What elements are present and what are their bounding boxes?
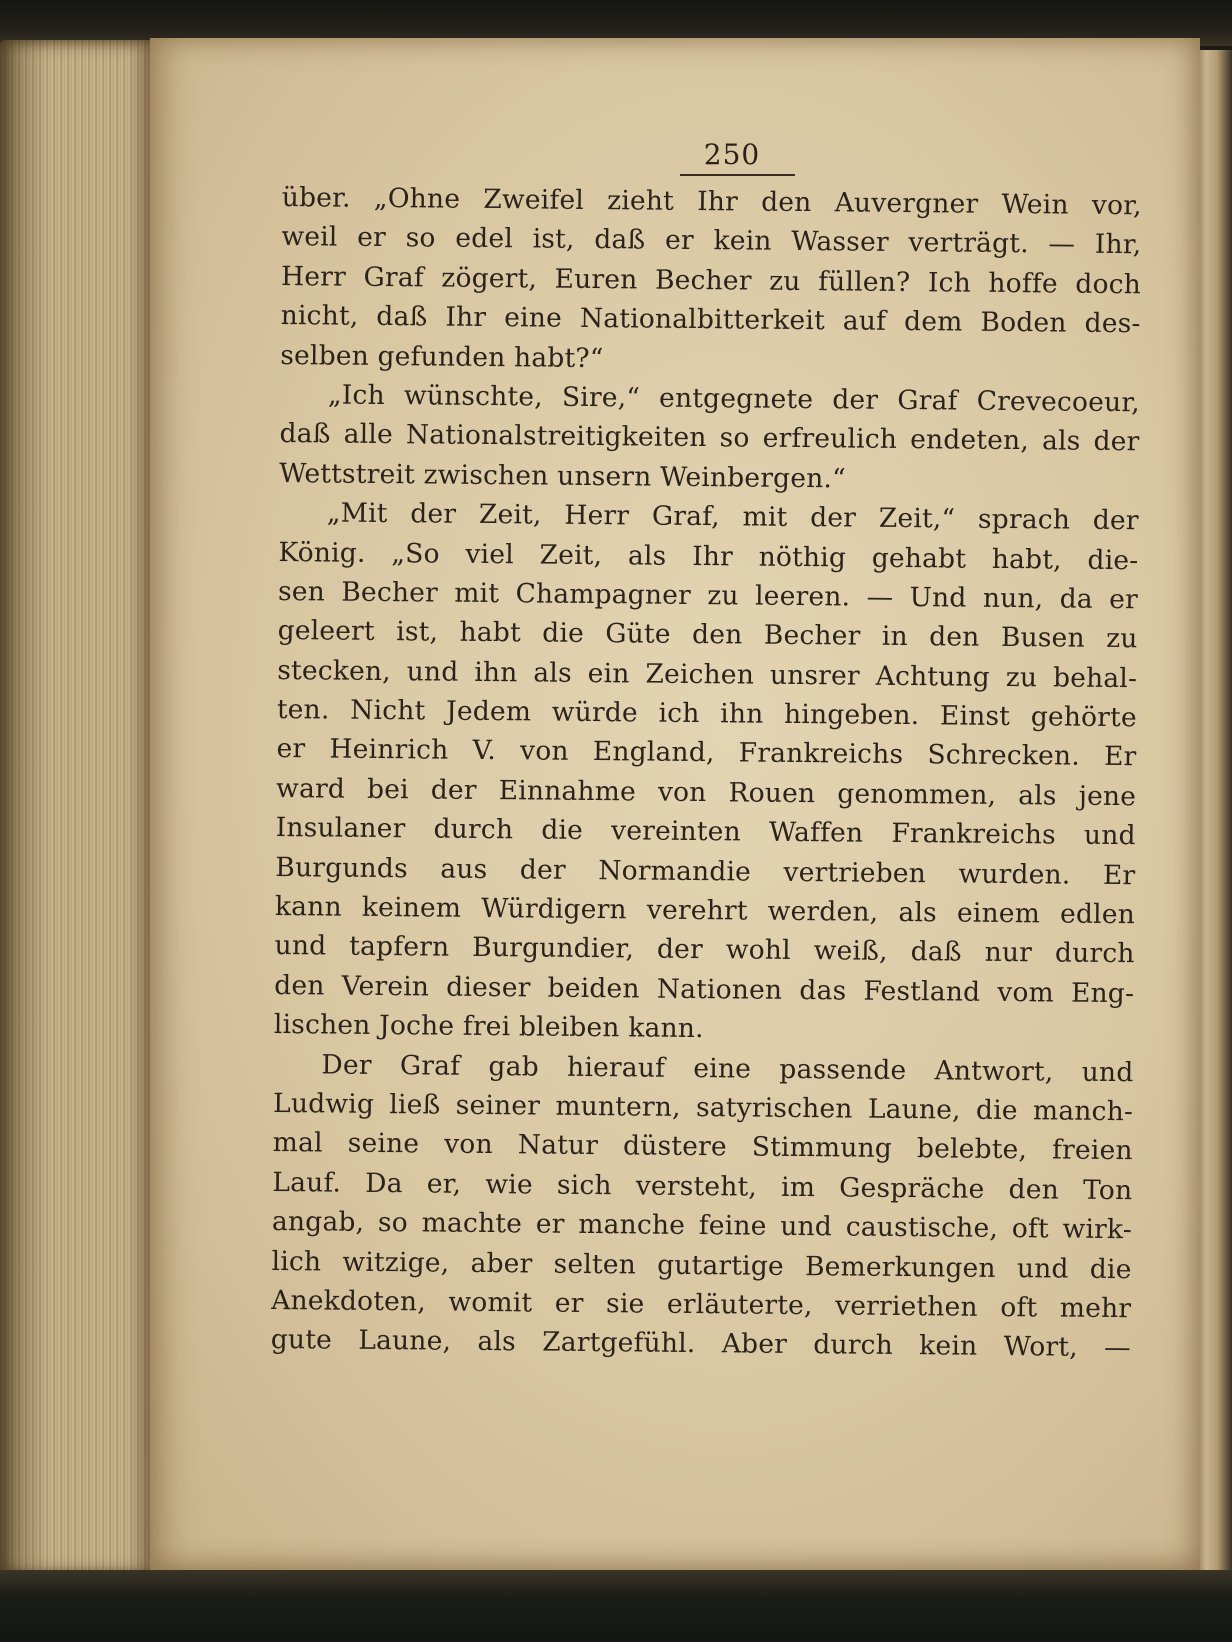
text-line: weil er so edel ist, daß er kein Wasser verträgt. — Ihr, (281, 221, 1142, 261)
text-line: über. „Ohne Zweifel zieht Ihr den Auvergner Wein vor, (281, 181, 1142, 222)
text-line: Lauf. Da er, wie sich versteht, im Gespräche den Ton (272, 1166, 1133, 1206)
text-line: selben gefunden habt?“ (280, 339, 604, 374)
text-line: geleert ist, habt die Güte den Becher in den Busen zu (277, 615, 1138, 655)
text-line: „Mit der Zeit, Herr Graf, mit der Zeit,“ sprach der (326, 497, 1139, 537)
book-page-edges (0, 40, 160, 1575)
text-line: mal seine von Natur düstere Stimmung belebte, freien (272, 1127, 1133, 1167)
text-line: sen Becher mit Champagner zu leeren. — Und nun, da er (277, 575, 1139, 616)
text-line: Der Graf gab hierauf eine passende Antwort, und (321, 1049, 1134, 1088)
body-text (271, 178, 1142, 1368)
text-line: nicht, daß Ihr eine Nationalbitterkeit auf dem Boden des- (280, 300, 1141, 340)
text-line: ten. Nicht Jedem würde ich ihn hingeben. Einst gehörte (276, 694, 1138, 734)
text-line: König. „So viel Zeit, als Ihr nöthig gehabt habt, die- (278, 536, 1139, 576)
text-line: Herr Graf zögert, Euren Becher zu füllen? Ich hoffe doch (280, 260, 1142, 301)
facing-page-edge (1195, 50, 1232, 1570)
text-line: „Ich wünschte, Sire,“ entgegnete der Graf Crevecoeur, (327, 379, 1141, 419)
text-line: gute Laune, als Zartgefühl. Aber durch kein Wort, — (270, 1324, 1131, 1364)
text-line: stecken, und ihn als ein Zeichen unsrer Achtung zu behal- (277, 654, 1138, 694)
text-line: Ludwig ließ seiner muntern, satyrischen Laune, die manch- (272, 1087, 1134, 1128)
text-line: Burgunds aus der Normandie vertrieben wurden. Er (275, 851, 1136, 891)
text-line: er Heinrich V. von England, Frankreichs Schrecken. Er (276, 733, 1137, 773)
page-number: 250 (703, 138, 761, 171)
scan-background-bottom (0, 1570, 1232, 1642)
text-line: den Verein dieser beiden Nationen das Festland vom Eng- (274, 969, 1135, 1010)
text-line: lich witzige, aber selten gutartige Bemerkungen und die (271, 1245, 1132, 1285)
text-line: kann keinem Würdigern verehrt werden, als einem edlen (274, 890, 1136, 931)
text-line: und tapfern Burgundier, der wohl weiß, daß nur durch (274, 930, 1135, 970)
text-line: Wettstreit zwischen unsern Weinbergen.“ (279, 457, 846, 495)
text-line: angab, so machte er manche feine und caustische, oft wirk- (271, 1206, 1133, 1246)
text-line: lischen Joche frei bleiben kann. (273, 1009, 704, 1045)
text-line: ward bei der Einnahme von Rouen genommen, als jene (275, 772, 1137, 813)
text-line: Insulaner durch die vereinten Waffen Frankreichs und (275, 812, 1136, 852)
text-line: Anekdoten, womit er sie erläuterte, verriethen oft mehr (271, 1284, 1132, 1325)
header-rule (680, 174, 795, 176)
text-line: daß alle Nationalstreitigkeiten so erfreulich endeten, als der (279, 418, 1140, 458)
